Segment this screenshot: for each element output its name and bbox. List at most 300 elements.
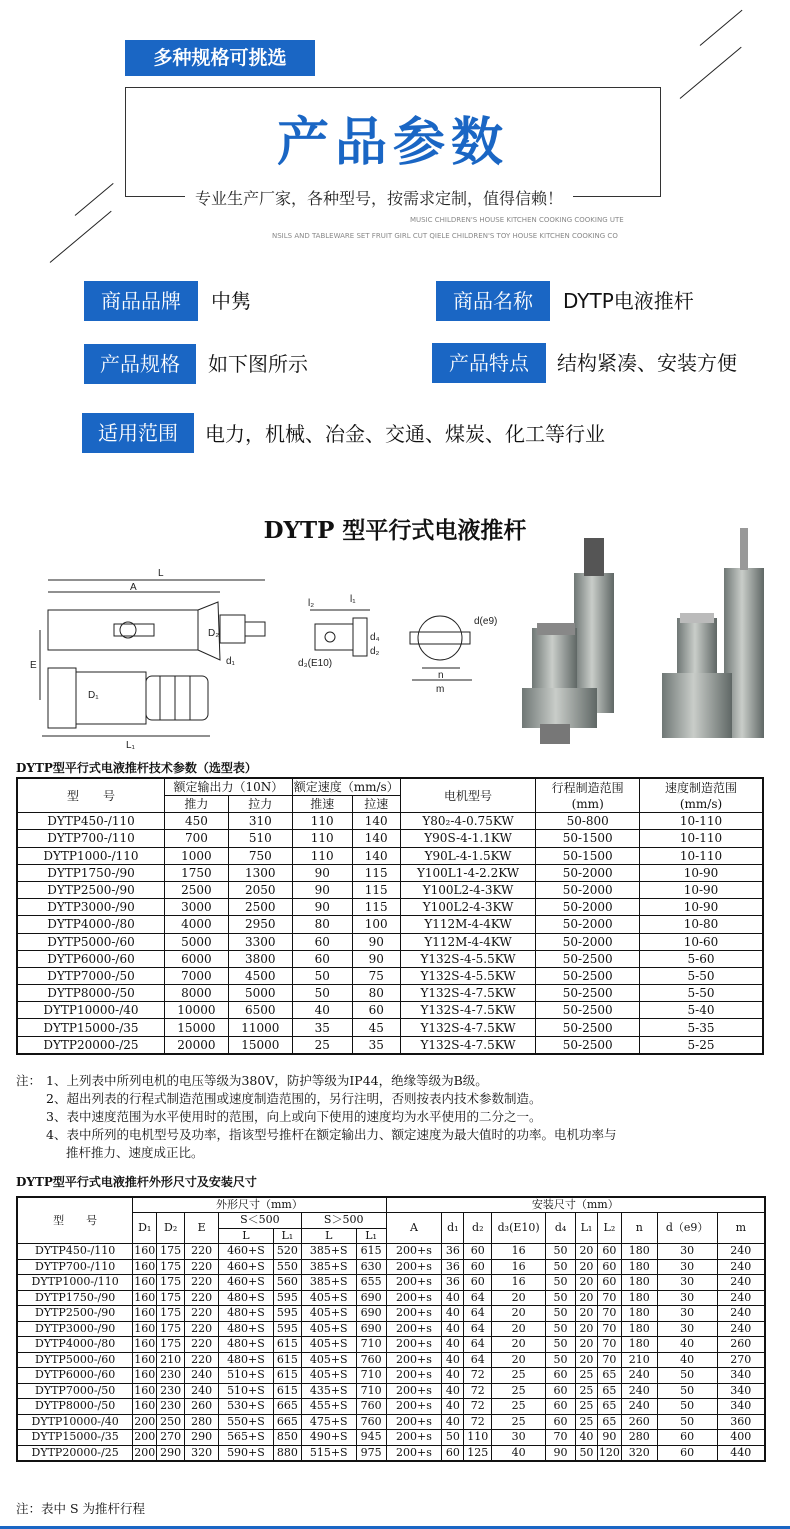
dim-l1: l₁	[350, 594, 356, 605]
dim-de9: d(e9)	[474, 616, 498, 627]
table2-cell: 20	[575, 1259, 597, 1275]
table2-cell: 25	[575, 1368, 597, 1384]
table1-cell: 50-800	[536, 813, 640, 830]
table2-cell: 25	[492, 1368, 546, 1384]
table2-cell: 595	[273, 1306, 301, 1322]
table2-cell: 160	[134, 1368, 156, 1382]
table1-cell: 35	[352, 1036, 400, 1054]
table2-cell: 50	[657, 1383, 717, 1399]
table2-cell: 240	[717, 1290, 765, 1306]
table1-cell: 450	[164, 813, 228, 830]
table1-cell: 3300	[228, 933, 292, 950]
table2-cell: 50	[546, 1352, 576, 1368]
table2-cell: 180	[621, 1337, 657, 1353]
deco-text-2: NSILS AND TABLEWARE SET FRUIT GIRL CUT QIELE CHILDREN'S TOY HOUSE KITCHEN COOKING CO	[272, 232, 618, 240]
table2-cell: 200+s	[386, 1321, 442, 1337]
table2-cell: 70	[597, 1290, 621, 1306]
table2-cell: 200+s	[386, 1275, 442, 1291]
table2-cell: 460+S	[219, 1275, 274, 1291]
table2-cell: 175	[157, 1244, 185, 1260]
table1-cell: 60	[292, 950, 352, 967]
table1-cell: 50-2500	[536, 985, 640, 1002]
note-2: 2、超出列表的行程式制造范围或速度制造范围的，另行注明，否则按表内技术参数制造。	[46, 1091, 542, 1106]
table2-cell: 240	[717, 1244, 765, 1260]
table1-caption: DYTP型平行式电液推杆技术参数（选型表）	[16, 761, 257, 775]
dim-A: A	[130, 582, 137, 593]
table2-col-n: n	[621, 1213, 657, 1244]
table2-cell: 290	[157, 1445, 185, 1461]
table2-cell: 405+S	[301, 1306, 356, 1322]
table1-cell: Y80₂-4-0.75KW	[400, 813, 536, 830]
table2-col-d2: d₂	[464, 1213, 492, 1244]
table2-cell: 360	[717, 1414, 765, 1430]
table1-header-push: 推力	[164, 796, 228, 813]
table2-cell: 180	[621, 1321, 657, 1337]
table1-cell: 10-60	[640, 933, 763, 950]
table2-cell: DYTP6000-/60	[17, 1368, 133, 1384]
table2-cell: 200+s	[386, 1445, 442, 1461]
table1-cell: DYTP4000-/80	[17, 916, 164, 933]
table2-cell: 50	[442, 1430, 464, 1446]
product-photo	[512, 528, 782, 758]
table2-cell: 110	[464, 1430, 492, 1446]
table2-cell: 530+S	[219, 1399, 274, 1415]
table2-cell: 50	[546, 1337, 576, 1353]
table1-cell: Y132S-4-5.5KW	[400, 950, 536, 967]
table2-cell: 760	[356, 1399, 386, 1415]
table2-cell: DYTP20000-/25	[17, 1445, 133, 1461]
deco-line	[75, 183, 114, 216]
table2-cell: 175	[157, 1259, 185, 1275]
table2-cell: 220	[185, 1321, 219, 1337]
table2-cell: 60	[657, 1445, 717, 1461]
table2-cell: 440	[717, 1445, 765, 1461]
table2-cell: 72	[464, 1368, 492, 1384]
table2-cell: 550+S	[219, 1414, 274, 1430]
table-row	[17, 813, 763, 830]
table2-cell: 40	[442, 1414, 464, 1430]
table1-cell: 7000	[164, 967, 228, 984]
table2-cell: 20	[575, 1244, 597, 1260]
deco-line	[680, 47, 742, 99]
table2-col-L-a: L	[219, 1228, 274, 1244]
table-row	[17, 1306, 765, 1322]
table1-cell: Y132S-4-7.5KW	[400, 985, 536, 1002]
table2-cell: 220	[185, 1337, 219, 1353]
table2-cell: 240	[717, 1321, 765, 1337]
table2-cell: 60	[546, 1414, 576, 1430]
table2-cell: 60	[464, 1259, 492, 1275]
table2-cell: 480+S	[219, 1321, 274, 1337]
table2-cell: 200+s	[386, 1244, 442, 1260]
table2-cell: 20	[492, 1306, 546, 1322]
table2-header-model: 型 号	[17, 1197, 133, 1244]
table1-cell: 50-1500	[536, 830, 640, 847]
table2-cell: 70	[597, 1306, 621, 1322]
table2-cell: 40	[442, 1306, 464, 1322]
dim-m: m	[436, 684, 445, 695]
table2-cell: 270	[717, 1352, 765, 1368]
table1-cell: 75	[352, 967, 400, 984]
table2-cell: 40	[442, 1321, 464, 1337]
table2-cell: 690	[356, 1290, 386, 1306]
table2-cell: DYTP4000-/80	[17, 1337, 133, 1353]
dim-L1: L₁	[126, 740, 135, 750]
table2-cell: 40	[492, 1445, 546, 1461]
table1-cell: DYTP15000-/35	[17, 1019, 164, 1036]
table2-cell: 50	[657, 1399, 717, 1415]
table2-cell: 200+s	[386, 1290, 442, 1306]
table2-cell: 200+s	[386, 1430, 442, 1446]
deco-line	[700, 10, 743, 46]
table2-cell: 200+s	[386, 1352, 442, 1368]
table2-col-E: E	[185, 1213, 219, 1244]
table2-cell: 515+S	[301, 1445, 356, 1461]
table1-cell: 8000	[164, 985, 228, 1002]
table1-header-model: 型 号	[17, 778, 164, 813]
table2-cell: 405+S	[301, 1337, 356, 1353]
table2-cell: 90	[597, 1430, 621, 1446]
table1-cell: 115	[352, 864, 400, 881]
table2-cell: 175	[157, 1290, 185, 1306]
table1-cell: 100	[352, 916, 400, 933]
table2-cell: 340	[717, 1399, 765, 1415]
table1-cell: DYTP6000-/60	[17, 950, 164, 967]
table1-cell: DYTP5000-/60	[17, 933, 164, 950]
table2-cell: 30	[657, 1275, 717, 1291]
table2-cell: 20	[492, 1321, 546, 1337]
table2-cell: 240	[185, 1368, 219, 1384]
table2-cell: 665	[273, 1414, 301, 1430]
table2-cell: 480+S	[219, 1290, 274, 1306]
dim-D1: D₁	[88, 690, 99, 701]
table2-cell: 16	[492, 1259, 546, 1275]
table2-cell: 975	[356, 1445, 386, 1461]
table1-cell: 6000	[164, 950, 228, 967]
table2-cell: 615	[273, 1352, 301, 1368]
table2-cell: 220	[185, 1352, 219, 1368]
table2-cell: 240	[621, 1399, 657, 1415]
slogan: 专业生产厂家，各种型号，按需求定制，值得信赖！	[185, 186, 573, 209]
table1-cell: DYTP20000-/25	[17, 1036, 164, 1054]
table1-cell: 2950	[228, 916, 292, 933]
table2-cell: 200+s	[386, 1399, 442, 1415]
table-row	[17, 1352, 765, 1368]
table2-cell: 160	[134, 1244, 156, 1258]
table1-cell: DYTP7000-/50	[17, 967, 164, 984]
table1-cell: 10-90	[640, 899, 763, 916]
table2-cell: 64	[464, 1290, 492, 1306]
table-row	[17, 881, 763, 898]
table2-cell: 20	[575, 1321, 597, 1337]
table1-header-motor: 电机型号	[400, 778, 536, 813]
table2-cell: 20	[492, 1337, 546, 1353]
table2-cell: 160	[134, 1306, 156, 1320]
table2-cell: 50	[546, 1244, 576, 1260]
table2-cell: 64	[464, 1306, 492, 1322]
table2-cell: 290	[185, 1430, 219, 1446]
table1-cell: DYTP10000-/40	[17, 1002, 164, 1019]
table1-cell: 5-25	[640, 1036, 763, 1054]
table1-cell: 90	[292, 881, 352, 898]
dim-d3: d₃(E10)	[298, 658, 333, 669]
table-row	[17, 950, 763, 967]
table2-cell: 64	[464, 1337, 492, 1353]
table2-cell: 480+S	[219, 1306, 274, 1322]
table2-header-s-gt: S＞500	[301, 1213, 386, 1229]
table2-cell: 260	[621, 1414, 657, 1430]
table2-cell: 945	[356, 1430, 386, 1446]
table2-cell: 65	[597, 1368, 621, 1384]
spec-value: 如下图所示	[208, 352, 308, 376]
table2-cell: DYTP2500-/90	[17, 1306, 133, 1322]
table-row	[17, 864, 763, 881]
note-3: 3、表中速度范围为水平使用时的范围，向上或向下使用的速度均为水平使用的二分之一。	[46, 1109, 542, 1124]
table1-cell: Y100L2-4-3KW	[400, 899, 536, 916]
table1-header-speed-range-label: 速度制造范围	[665, 780, 738, 795]
table2-cell: 50	[546, 1290, 576, 1306]
table2-cell: 655	[356, 1275, 386, 1291]
table2-cell: 70	[597, 1352, 621, 1368]
table1-cell: 10-110	[640, 847, 763, 864]
table2-cell: 60	[546, 1399, 576, 1415]
table2-cell: 25	[575, 1383, 597, 1399]
table1-cell: 35	[292, 1019, 352, 1036]
table-row	[17, 1259, 765, 1275]
table2-cell: 20	[492, 1352, 546, 1368]
table2-cell: 30	[657, 1306, 717, 1322]
table2-cell: 160	[134, 1383, 156, 1397]
table2-cell: 405+S	[301, 1290, 356, 1306]
table1-cell: 2500	[164, 881, 228, 898]
table1-cell: DYTP8000-/50	[17, 985, 164, 1002]
table-row	[17, 967, 763, 984]
table1-cell: 11000	[228, 1019, 292, 1036]
table2-cell: 70	[546, 1430, 576, 1446]
table2-cell: 60	[546, 1383, 576, 1399]
table2-cell: 180	[621, 1244, 657, 1260]
table2-cell: 40	[442, 1368, 464, 1384]
table1-cell: 50	[292, 985, 352, 1002]
table2-caption: DYTP型平行式电液推杆外形尺寸及安装尺寸	[16, 1175, 257, 1189]
table1-cell: 60	[292, 933, 352, 950]
table-row	[17, 847, 763, 864]
table-row	[17, 1275, 765, 1291]
table2-cell: 665	[273, 1399, 301, 1415]
table2-cell: 690	[356, 1306, 386, 1322]
table2-cell: 16	[492, 1244, 546, 1260]
table1-header-push-speed: 推速	[292, 796, 352, 813]
table2-cell: 220	[185, 1290, 219, 1306]
table2-cell: DYTP10000-/40	[17, 1414, 133, 1430]
table2-cell: 50	[546, 1259, 576, 1275]
table2-cell: 30	[657, 1321, 717, 1337]
table2-cell: 690	[356, 1321, 386, 1337]
table2-col-D2: D₂	[157, 1213, 185, 1244]
table2-cell: 40	[657, 1337, 717, 1353]
table2-cell: 60	[464, 1244, 492, 1260]
table2-cell: DYTP1000-/110	[17, 1275, 133, 1291]
table2-cell: 180	[621, 1306, 657, 1322]
table1-cell: 4500	[228, 967, 292, 984]
table2-header-outline: 外形尺寸（mm）	[133, 1197, 386, 1213]
table1-cell: 60	[352, 1002, 400, 1019]
notes1-prefix: 注：	[16, 1073, 42, 1088]
table2-cell: 30	[657, 1290, 717, 1306]
table2-col-d1: d₁	[442, 1213, 464, 1244]
table2-cell: 200	[134, 1445, 156, 1459]
table2-col-L2: L₂	[597, 1213, 621, 1244]
table1-cell: 110	[292, 830, 352, 847]
table2-col-L1-b: L₁	[356, 1228, 386, 1244]
table1-cell: 5-50	[640, 967, 763, 984]
table1-cell: DYTP3000-/90	[17, 899, 164, 916]
table2-cell: 220	[185, 1306, 219, 1322]
table1-cell: 115	[352, 881, 400, 898]
table2-cell: 175	[157, 1337, 185, 1353]
table1-cell: Y132S-4-7.5KW	[400, 1019, 536, 1036]
table-row	[17, 1445, 765, 1461]
table2-cell: 510+S	[219, 1368, 274, 1384]
table2-cell: 120	[598, 1445, 620, 1459]
table1-cell: 6500	[228, 1002, 292, 1019]
table-row	[17, 985, 763, 1002]
table1-cell: 50-2000	[536, 899, 640, 916]
table1-cell: 2500	[228, 899, 292, 916]
table1-cell: 1300	[228, 864, 292, 881]
table2-cell: 240	[621, 1383, 657, 1399]
table2-cell: 175	[157, 1321, 185, 1337]
table2-cell: 510+S	[219, 1383, 274, 1399]
table1-cell: Y112M-4-4KW	[400, 916, 536, 933]
table1-cell: 115	[352, 899, 400, 916]
table2-cell: 240	[717, 1306, 765, 1322]
table2-cell: 200	[134, 1414, 156, 1428]
table1-cell: 140	[352, 847, 400, 864]
table2-cell: 20	[575, 1337, 597, 1353]
table2-cell: 200	[134, 1430, 156, 1444]
table2-cell: 72	[464, 1383, 492, 1399]
table2-cell: 25	[492, 1399, 546, 1415]
table2-cell: 200+s	[386, 1337, 442, 1353]
table2-cell: 160	[134, 1321, 156, 1335]
table-row	[17, 1002, 763, 1019]
table1-cell: 10-110	[640, 830, 763, 847]
table1-cell: 50-2500	[536, 967, 640, 984]
table1-cell: 5-40	[640, 1002, 763, 1019]
table1-cell: Y132S-4-7.5KW	[400, 1002, 536, 1019]
table1-header-force: 额定输出力（10N）	[164, 778, 292, 796]
table2-cell: 200+s	[386, 1414, 442, 1430]
table2-cell: 72	[464, 1414, 492, 1430]
table2-cell: 550	[273, 1259, 301, 1275]
spec-tag: 多种规格可挑选	[125, 40, 315, 76]
table-row	[17, 1414, 765, 1430]
table2-cell: 475+S	[301, 1414, 356, 1430]
table1-cell: 50-2000	[536, 864, 640, 881]
table2-cell: 220	[185, 1259, 219, 1275]
table2-cell: 64	[464, 1321, 492, 1337]
table2-cell: 230	[157, 1399, 185, 1415]
table2-cell: DYTP700-/110	[17, 1259, 133, 1275]
table1-cell: DYTP700-/110	[17, 830, 164, 847]
table1-cell: 110	[292, 847, 352, 864]
table2-cell: 320	[185, 1445, 219, 1461]
table2-cell: 340	[717, 1383, 765, 1399]
table2-cell: 760	[356, 1414, 386, 1430]
table1-header-speed-range	[640, 778, 763, 813]
table2-cell: 210	[621, 1352, 657, 1368]
table1-cell: 15000	[164, 1019, 228, 1036]
table1-cell: 10-90	[640, 864, 763, 881]
table1-cell: 20000	[164, 1036, 228, 1054]
table2-cell: 615	[273, 1368, 301, 1384]
table1-cell: 310	[228, 813, 292, 830]
name-value: DYTP电液推杆	[563, 289, 694, 313]
deco-line	[50, 211, 112, 263]
table2-cell: 50	[546, 1321, 576, 1337]
table1-cell: DYTP1000-/110	[17, 847, 164, 864]
table2-cell: 520	[273, 1244, 301, 1260]
table1-cell: 10-110	[640, 813, 763, 830]
table2-cell: 260	[717, 1337, 765, 1353]
table1-cell: 15000	[228, 1036, 292, 1054]
table2-cell: 20	[575, 1275, 597, 1291]
table2-col-L-b: L	[301, 1228, 356, 1244]
table2-cell: 70	[597, 1337, 621, 1353]
table2-cell: 40	[575, 1430, 597, 1446]
table2-cell: 50	[657, 1414, 717, 1430]
table2-cell: 405+S	[301, 1352, 356, 1368]
table2-cell: 595	[273, 1290, 301, 1306]
table1-cell: 3000	[164, 899, 228, 916]
table1-cell: Y100L2-4-3KW	[400, 881, 536, 898]
table2-cell: 25	[492, 1383, 546, 1399]
dimension-table	[16, 1196, 766, 1462]
brand-value: 中隽	[211, 289, 251, 313]
table2-cell: 20	[575, 1306, 597, 1322]
table1-cell: Y100L1-4-2.2KW	[400, 864, 536, 881]
table1-cell: 750	[228, 847, 292, 864]
dim-d1: d₁	[226, 656, 235, 667]
table2-cell: 60	[597, 1259, 621, 1275]
table-row	[17, 933, 763, 950]
table2-cell: 240	[717, 1275, 765, 1291]
scope-label: 适用范围	[82, 413, 194, 453]
table-row	[17, 916, 763, 933]
table2-cell: 400	[717, 1430, 765, 1446]
table-row	[17, 1430, 765, 1446]
table1-cell: 140	[352, 813, 400, 830]
table1-cell: 5-60	[640, 950, 763, 967]
table2-cell: 72	[464, 1399, 492, 1415]
table1-cell: Y90S-4-1.1KW	[400, 830, 536, 847]
table1-header-stroke	[536, 778, 640, 813]
table1-cell: 50-2000	[536, 881, 640, 898]
table-row	[17, 1399, 765, 1415]
table2-cell: 50	[657, 1368, 717, 1384]
table2-cell: 385+S	[301, 1275, 356, 1291]
note-4-cont: 推杆推力、速度成正比。	[66, 1145, 204, 1160]
page-title: 产品参数	[276, 113, 509, 173]
table2-col-d3: d₃(E10)	[492, 1213, 546, 1244]
table2-cell: DYTP15000-/35	[17, 1430, 133, 1446]
table2-cell: 385+S	[301, 1259, 356, 1275]
table1-cell: 50-2500	[536, 1019, 640, 1036]
table-row	[17, 830, 763, 847]
table2-cell: 175	[157, 1275, 185, 1291]
table1-header-pull: 拉力	[228, 796, 292, 813]
